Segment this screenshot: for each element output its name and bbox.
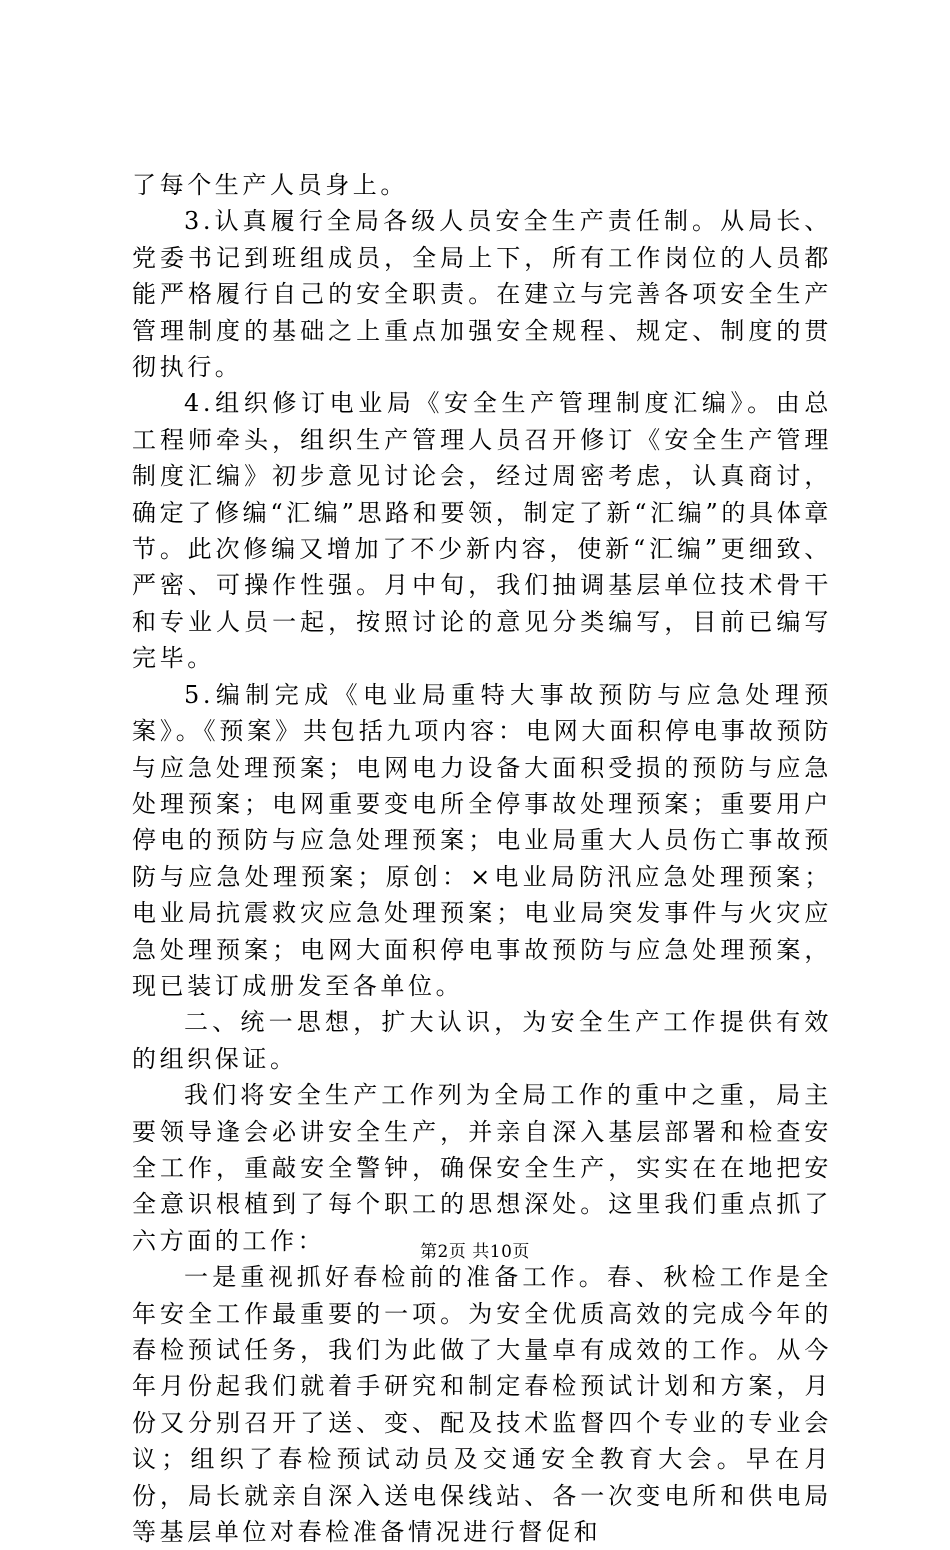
page-number-footer: 第2页 共10页 <box>420 1242 530 1262</box>
paragraph-spring-inspection: 一是重视抓好春检前的准备工作。春、秋检工作是全年安全工作最重要的一项。为安全优质高效的完成今年的春检预试任务，我们为此做了大量卓有成效的工作。从今年月份起我们就着手研究和制定春检预试计划和方案，月份又分别召开了送、变、配及技术监督四个专业的专业会议；组织了春检预试动员及交通安全教育大会。早在月份，局长就亲自深入送电保线站、各一次变电所和供电局等基层单位对春检准备情况进行督促和 <box>132 1263 832 1547</box>
paragraph-item-5: 5.编制完成《电业局重特大事故预防与应急处理预案》。《预案》共包括九项内容：电网大面积停电事故预防与应急处理预案；电网电力设备大面积受损的预防与应急处理预案；电网重要变电所全停事故处理预案；重要用户停电的预防与应急处理预案；电业局重大人员伤亡事故预防与应急处理预案；原创：×电业局防汛应急处理预案；电业局抗震救灾应急处理预案；电业局突发事件与火灾应急处理预案；电网大面积停电事故预防与应急处理预案，现已装订成册发至各单位。 <box>132 680 832 1000</box>
paragraph-item-3: 3.认真履行全局各级人员安全生产责任制。从局长、党委书记到班组成员，全局上下，所有工作岗位的人员都能严格履行自己的安全职责。在建立与完善各项安全生产管理制度的基础之上重点加强安全规程、规定、制度的贯彻执行。 <box>132 207 832 382</box>
paragraph-overview: 我们将安全生产工作列为全局工作的重中之重，局主要领导逢会必讲安全生产，并亲自深入基层部署和检查安全工作，重敲安全警钟，确保安全生产，实实在在地把安全意识根植到了每个职工的思想深处。这里我们重点抓了六方面的工作： <box>132 1081 832 1255</box>
paragraph-continuation: 了每个生产人员身上。 <box>132 171 408 199</box>
paragraph-item-4: 4.组织修订电业局《安全生产管理制度汇编》。由总工程师牵头，组织生产管理人员召开修订《安全生产管理制度汇编》初步意见讨论会，经过周密考虑，认真商讨，确定了修编“汇编”思路和要领，制定了新“汇编”的具体章节。此次修编又增加了不少新内容，使新“汇编”更细致、严密、可操作性强。月中旬，我们抽调基层单位技术骨干和专业人员一起，按照讨论的意见分类编写，目前已编写完毕。 <box>132 389 832 673</box>
section-heading-two: 二、统一思想，扩大认识，为安全生产工作提供有效的组织保证。 <box>132 1008 832 1073</box>
document-body <box>132 167 832 1550</box>
